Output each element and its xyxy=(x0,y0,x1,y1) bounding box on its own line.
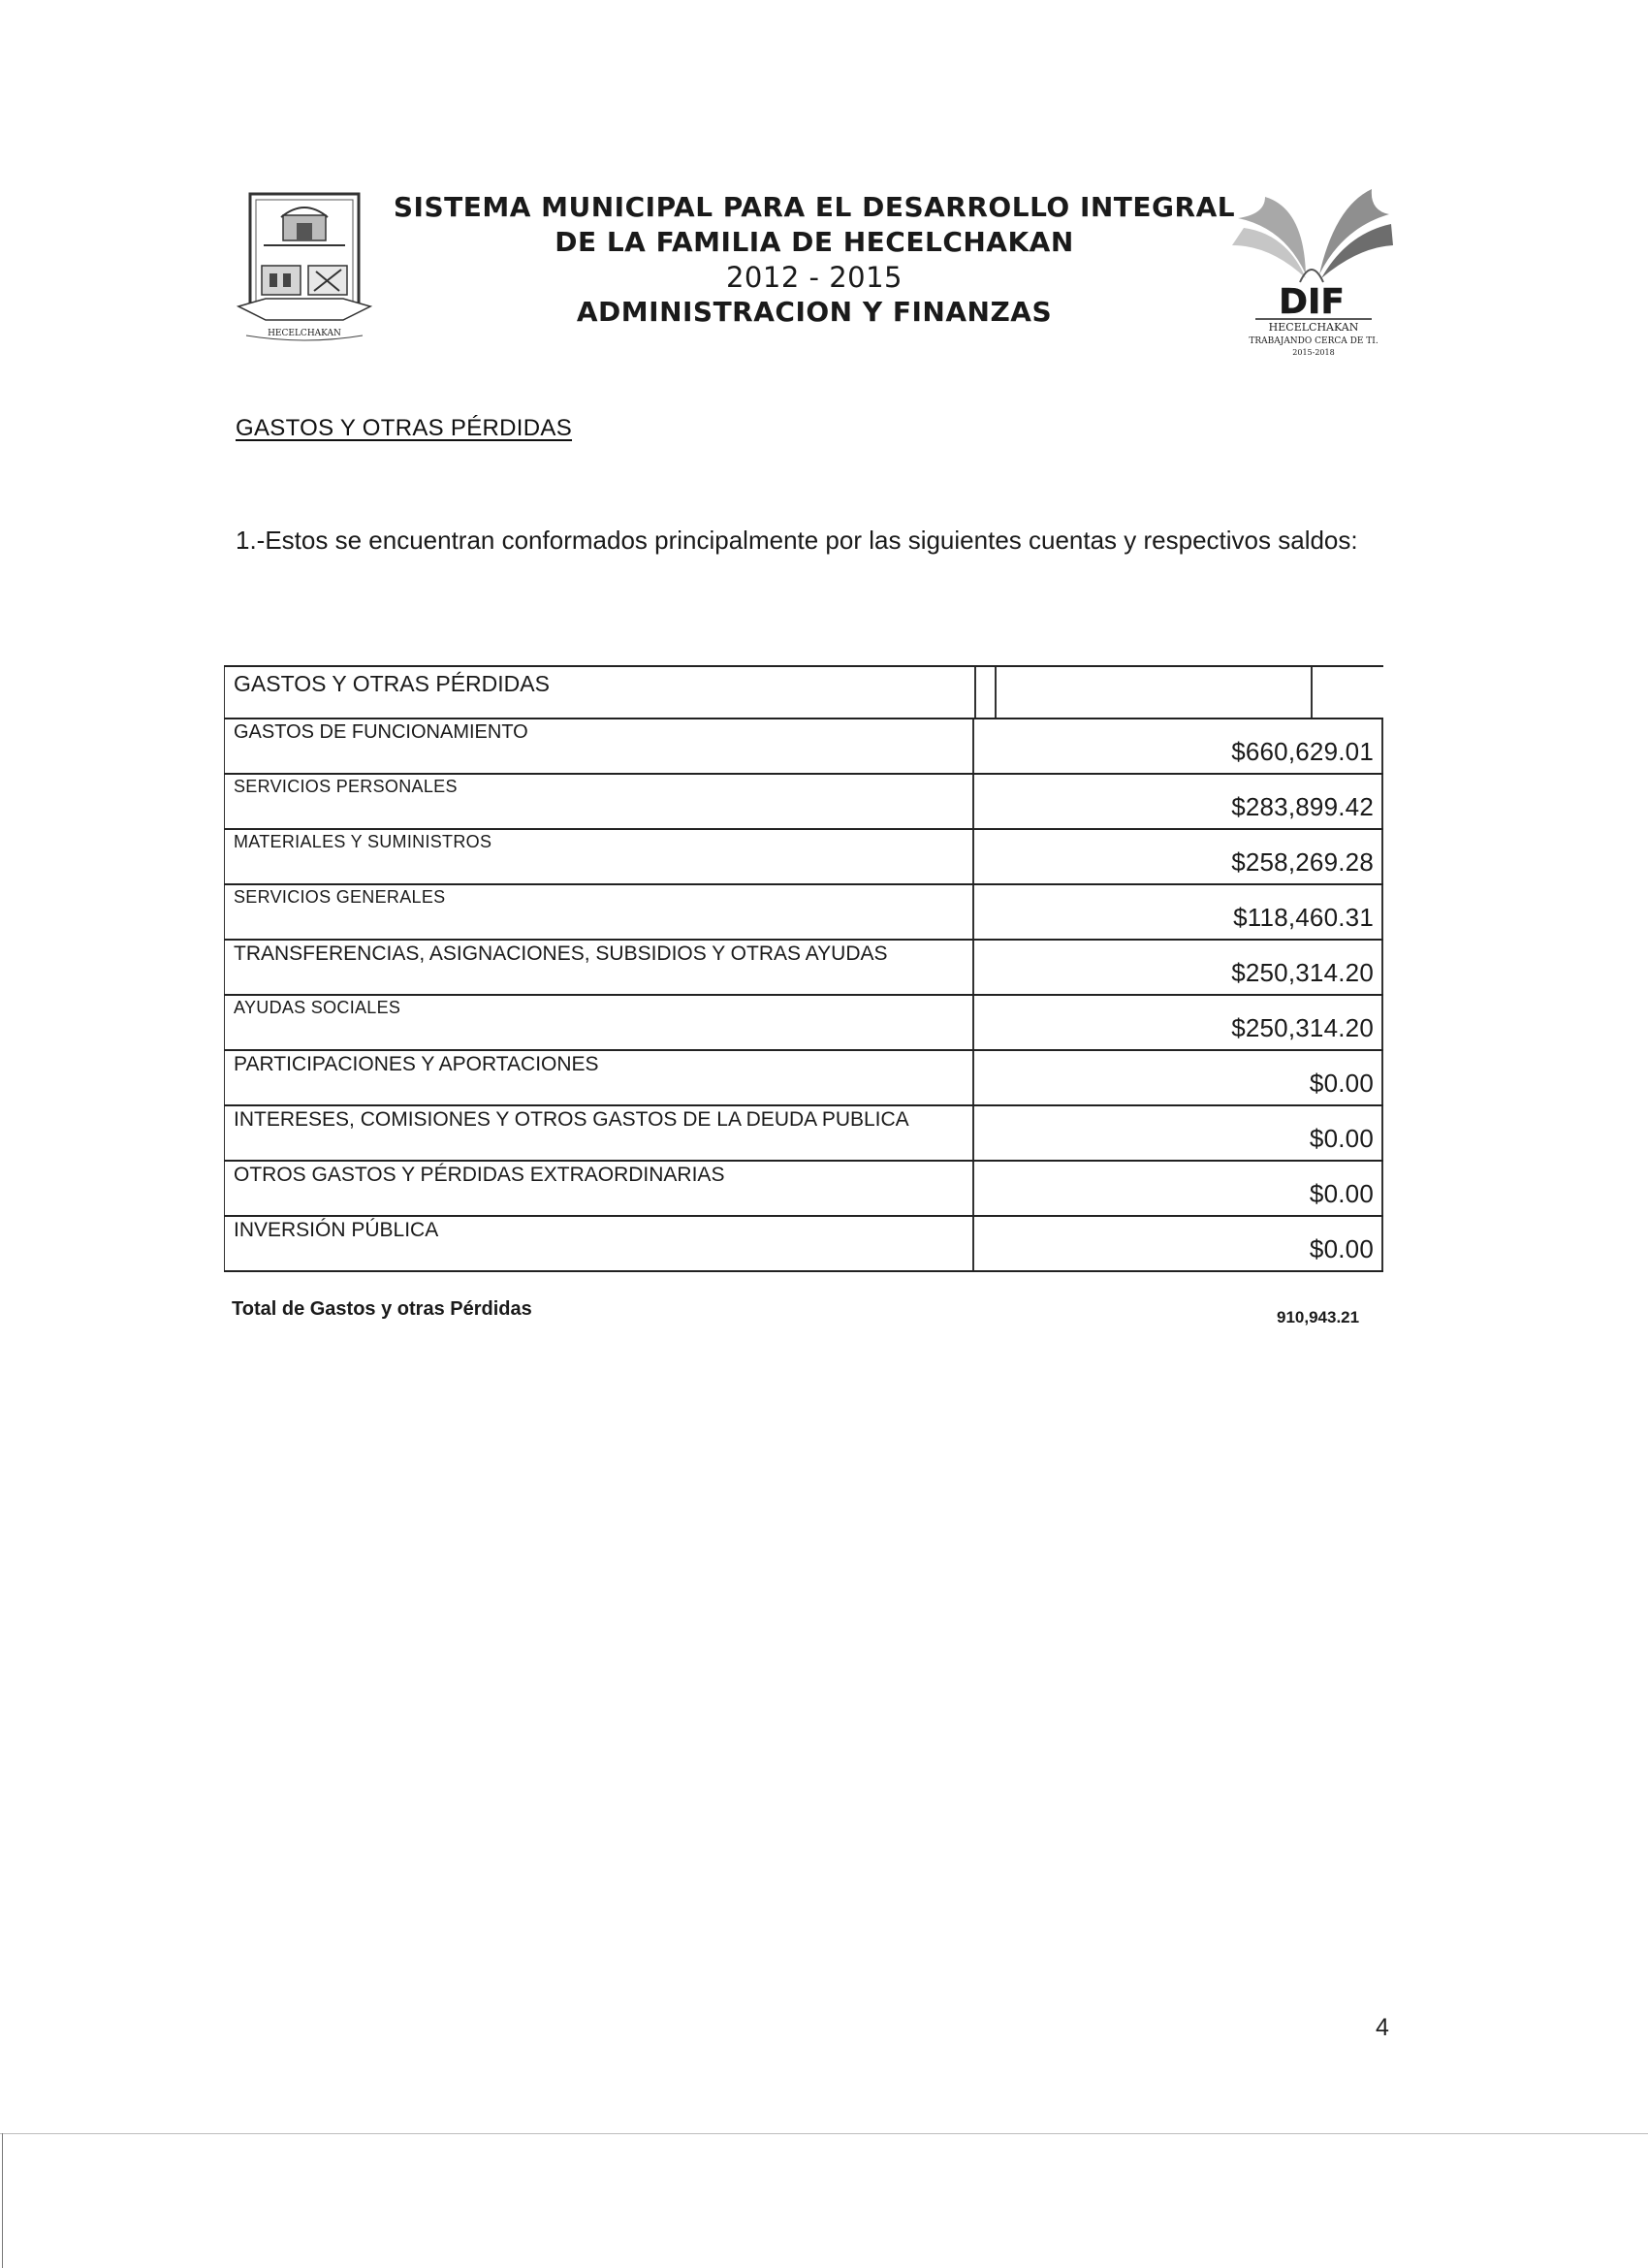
table-row xyxy=(224,883,1383,939)
table-row xyxy=(224,828,1383,883)
page-number: 4 xyxy=(1376,2014,1389,2041)
header-line-2: DE LA FAMILIA DE HECELCHAKAN xyxy=(555,226,1074,258)
table-row xyxy=(224,1215,1383,1272)
header-line-4: ADMINISTRACION Y FINANZAS xyxy=(576,296,1053,328)
row-value: $283,899.42 xyxy=(1231,792,1374,821)
dif-years: 2015-2018 xyxy=(1292,348,1335,357)
row-label: PARTICIPACIONES Y APORTACIONES xyxy=(234,1053,599,1075)
row-value: $250,314.20 xyxy=(1231,1013,1374,1042)
intro-paragraph: 1.-Estos se encuentran conformados principalmente por las siguientes cuentas y respectivos saldos: xyxy=(236,526,1358,555)
dif-slogan: TRABAJANDO CERCA DE TI. xyxy=(1249,336,1379,346)
table-row xyxy=(224,994,1383,1049)
scan-edge-line xyxy=(0,2133,1648,2134)
row-label: INVERSIÓN PÚBLICA xyxy=(234,1219,439,1241)
dif-name: HECELCHAKAN xyxy=(1268,321,1359,334)
row-value: $660,629.01 xyxy=(1231,737,1374,766)
row-value: $0.00 xyxy=(1309,1069,1374,1098)
row-value: $0.00 xyxy=(1309,1234,1374,1263)
total-value: 910,943.21 xyxy=(1277,1308,1360,1326)
table-header-row xyxy=(224,665,1383,718)
row-label: SERVICIOS PERSONALES xyxy=(234,777,458,796)
row-label: SERVICIOS GENERALES xyxy=(234,887,446,907)
row-label: OTROS GASTOS Y PÉRDIDAS EXTRAORDINARIAS xyxy=(234,1164,725,1186)
table-row xyxy=(224,718,1383,773)
municipal-seal-logo xyxy=(237,190,372,345)
section-title: GASTOS Y OTRAS PÉRDIDAS xyxy=(236,415,573,441)
row-value: $258,269.28 xyxy=(1231,847,1374,877)
dif-logo xyxy=(1226,189,1396,378)
table-header-label: GASTOS Y OTRAS PÉRDIDAS xyxy=(234,671,550,696)
table-row xyxy=(224,773,1383,828)
table-row xyxy=(224,939,1383,994)
table-row xyxy=(224,1104,1383,1160)
seal-banner-text: HECELCHAKAN xyxy=(268,329,341,338)
row-value: $0.00 xyxy=(1309,1124,1374,1153)
row-value: $118,460.31 xyxy=(1233,903,1374,932)
expenses-table xyxy=(224,665,1383,1272)
row-label: MATERIALES Y SUMINISTROS xyxy=(234,832,492,851)
row-value: $0.00 xyxy=(1309,1179,1374,1208)
header-period: 2012 - 2015 xyxy=(725,261,903,294)
scan-edge-vertical xyxy=(2,2133,3,2268)
total-label: Total de Gastos y otras Pérdidas xyxy=(232,1298,532,1320)
table-header-value-cell xyxy=(995,667,1383,718)
dif-monogram: DIF xyxy=(1279,282,1345,322)
row-label: INTERESES, COMISIONES Y OTROS GASTOS DE LA DEUDA PUBLICA xyxy=(234,1108,909,1131)
header-line-1: SISTEMA MUNICIPAL PARA EL DESARROLLO INTEGRAL xyxy=(393,191,1236,223)
document-header xyxy=(388,190,1241,330)
row-label: AYUDAS SOCIALES xyxy=(234,998,401,1017)
table-row xyxy=(224,1160,1383,1215)
row-value: $250,314.20 xyxy=(1231,958,1374,987)
row-label: GASTOS DE FUNCIONAMIENTO xyxy=(234,721,528,743)
table-row xyxy=(224,1049,1383,1104)
row-label: TRANSFERENCIAS, ASIGNACIONES, SUBSIDIOS Y OTRAS AYUDAS xyxy=(234,942,888,965)
